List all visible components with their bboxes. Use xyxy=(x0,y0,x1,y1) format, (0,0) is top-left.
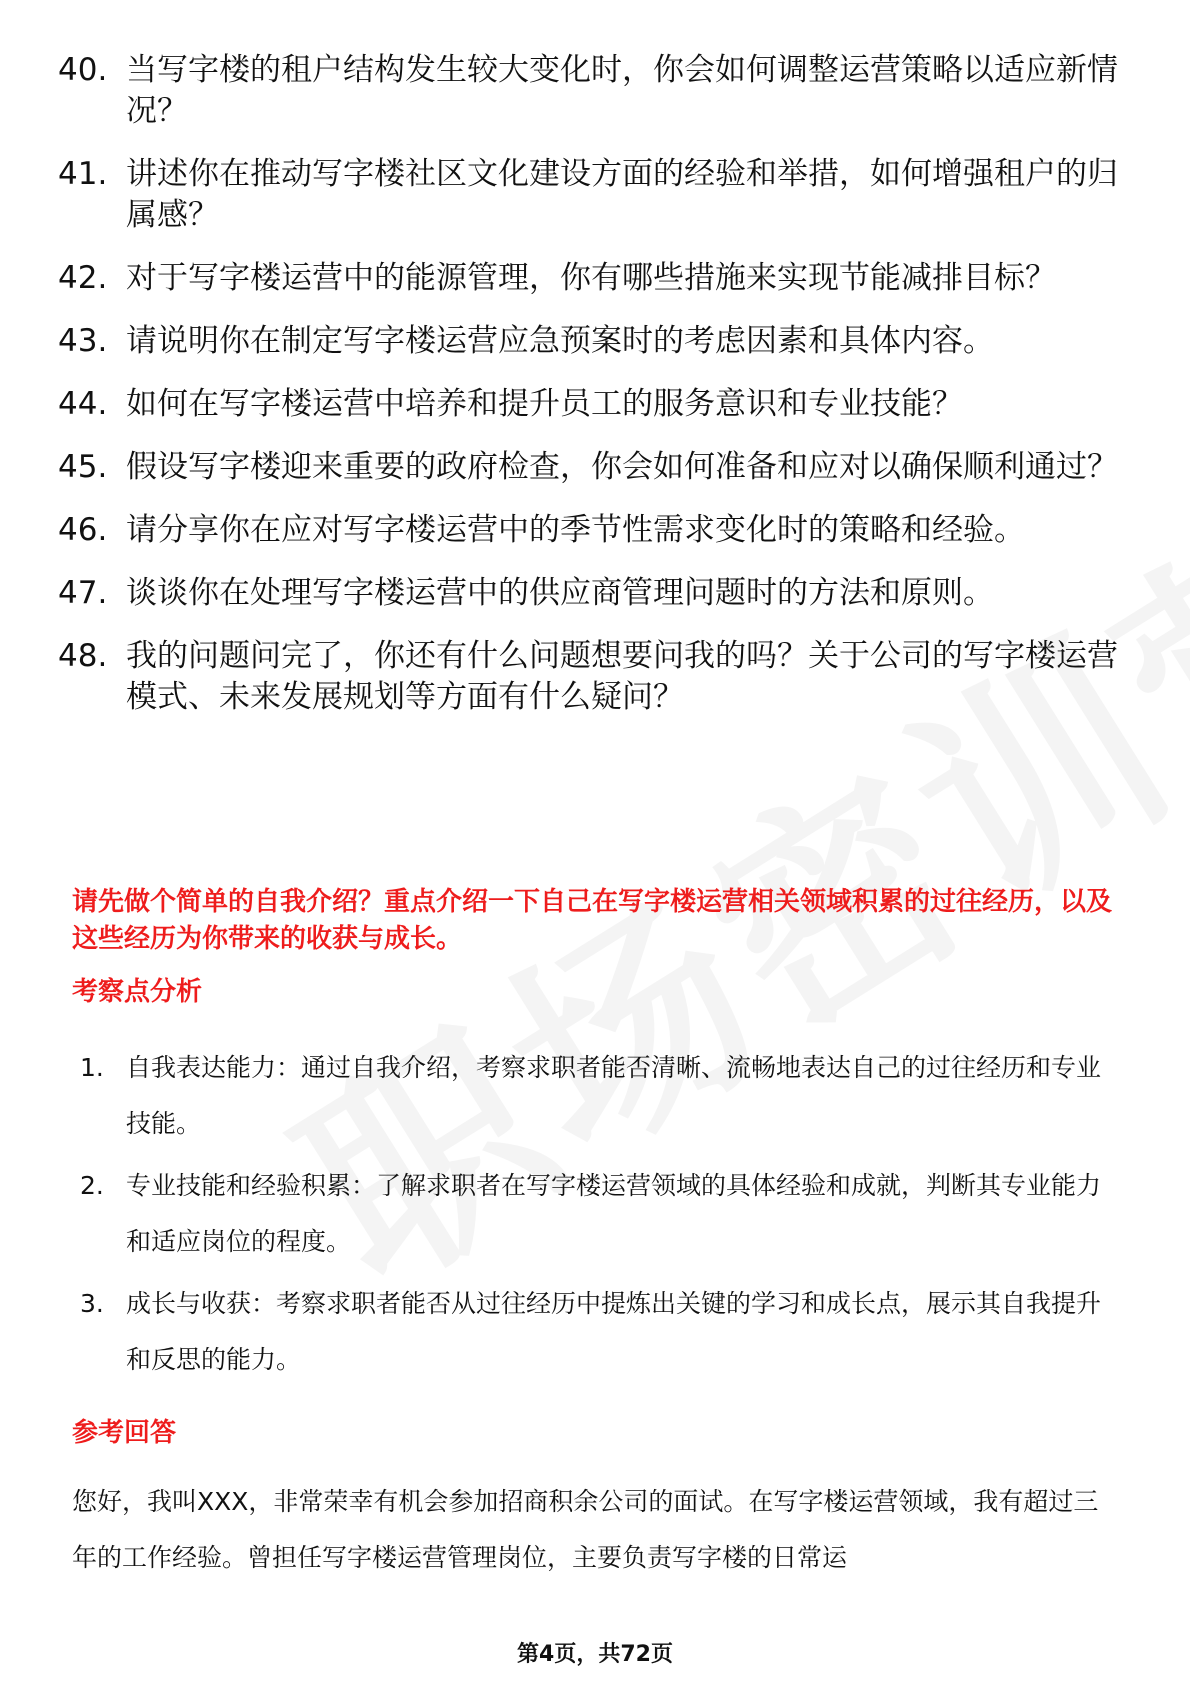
analysis-number: 2. xyxy=(80,1171,104,1200)
question-number: 43. xyxy=(58,323,108,359)
question-text: 请说明你在制定写字楼运营应急预案时的考虑因素和具体内容。 xyxy=(126,323,994,359)
analysis-list xyxy=(80,1040,1120,1394)
question-text: 当写字楼的租户结构发生较大变化时，你会如何调整运营策略以适应新情况？ xyxy=(126,52,1118,129)
page-footer: 第4页，共72页 xyxy=(517,1642,673,1667)
question-item xyxy=(58,510,1118,551)
question-number: 40. xyxy=(58,52,108,88)
question-item xyxy=(58,384,1118,425)
question-number: 48. xyxy=(58,638,108,674)
answer-heading: 参考回答 xyxy=(72,1418,177,1448)
question-text: 谈谈你在处理写字楼运营中的供应商管理问题时的方法和原则。 xyxy=(126,575,994,611)
analysis-heading: 考察点分析 xyxy=(72,977,203,1007)
analysis-text: 专业技能和经验积累：了解求职者在写字楼运营领域的具体经验和成就，判断其专业能力和适应岗位的程度。 xyxy=(126,1171,1102,1256)
question-item xyxy=(58,321,1118,362)
question-number: 44. xyxy=(58,386,108,422)
answer-paragraph: 您好，我叫XXX，非常荣幸有机会参加招商积余公司的面试。在写字楼运营领域，我有超过三年的工作经验。曾担任写字楼运营管理岗位，主要负责写字楼的日常运 xyxy=(72,1487,1099,1572)
question-text: 我的问题问完了，你还有什么问题想要问我的吗？关于公司的写字楼运营模式、未来发展规划等方面有什么疑问？ xyxy=(126,638,1118,715)
question-list xyxy=(58,50,1118,740)
analysis-item xyxy=(80,1040,1120,1152)
question-text: 对于写字楼运营中的能源管理，你有哪些措施来实现节能减排目标？ xyxy=(126,260,1056,296)
analysis-item xyxy=(80,1276,1120,1388)
question-number: 46. xyxy=(58,512,108,548)
question-text: 假设写字楼迎来重要的政府检查，你会如何准备和应对以确保顺利通过？ xyxy=(126,449,1118,485)
question-item xyxy=(58,258,1118,299)
analysis-text: 成长与收获：考察求职者能否从过往经历中提炼出关键的学习和成长点，展示其自我提升和反思的能力。 xyxy=(126,1289,1102,1374)
question-number: 45. xyxy=(58,449,108,485)
question-number: 41. xyxy=(58,156,108,192)
question-text: 请分享你在应对写字楼运营中的季节性需求变化时的策略和经验。 xyxy=(126,512,1025,548)
question-number: 42. xyxy=(58,260,108,296)
featured-question: 请先做个简单的自我介绍？重点介绍一下自己在写字楼运营相关领域积累的过往经历，以及这些经历为你带来的收获与成长。 xyxy=(72,887,1113,954)
analysis-text: 自我表达能力：通过自我介绍，考察求职者能否清晰、流畅地表达自己的过往经历和专业技能。 xyxy=(126,1053,1102,1138)
question-text: 如何在写字楼运营中培养和提升员工的服务意识和专业技能？ xyxy=(126,386,963,422)
question-item xyxy=(58,50,1118,132)
analysis-item xyxy=(80,1158,1120,1270)
question-text: 讲述你在推动写字楼社区文化建设方面的经验和举措，如何增强租户的归属感？ xyxy=(126,156,1118,233)
question-number: 47. xyxy=(58,575,108,611)
question-item xyxy=(58,636,1118,718)
analysis-number: 3. xyxy=(80,1289,104,1318)
question-item xyxy=(58,573,1118,614)
analysis-number: 1. xyxy=(80,1053,104,1082)
question-item xyxy=(58,447,1118,488)
question-item xyxy=(58,154,1118,236)
